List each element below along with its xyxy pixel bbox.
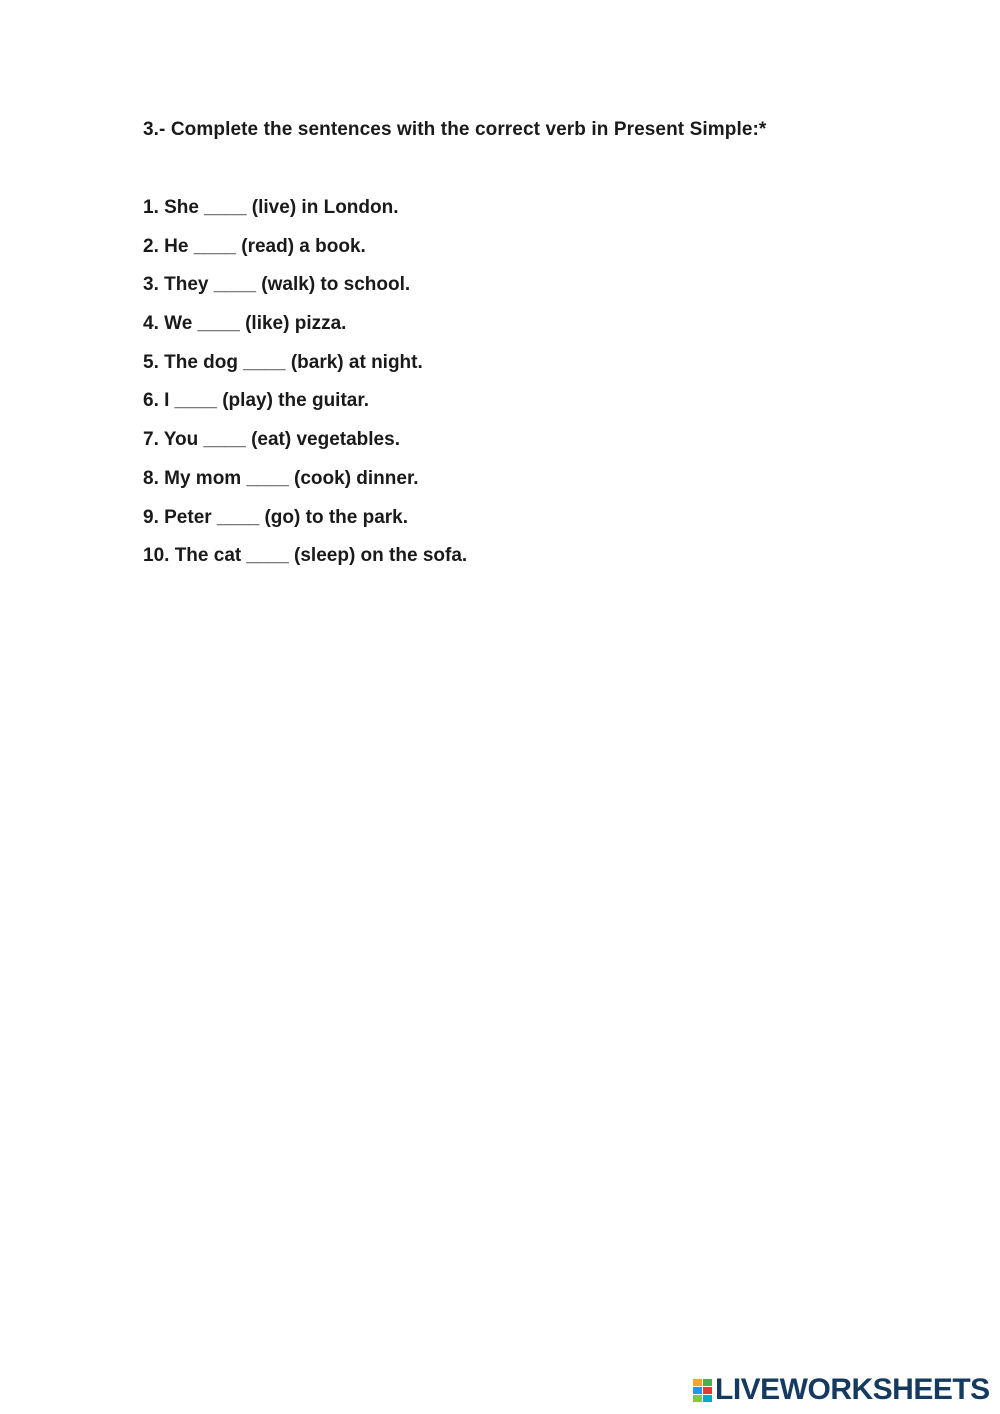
sentence-item: 6. I ____ (play) the guitar. [143,390,369,412]
logo-text: LIVEWORKSHEETS [715,1373,990,1406]
sentence-item: 10. The cat ____ (sleep) on the sofa. [143,545,468,567]
exercise-instruction: 3.- Complete the sentences with the correct verb in Present Simple:* [143,119,767,140]
sentence-item: 1. She ____ (live) in London. [143,197,399,218]
sentence-item: 4. We ____ (like) pizza. [143,313,347,335]
sentence-item: 2. He ____ (read) a book. [143,235,366,257]
sentence-item: 5. The dog ____ (bark) at night. [143,351,423,373]
sentence-item: 9. Peter ____ (go) to the park. [143,506,409,528]
sentence-item: 7. You ____ (eat) vegetables. [143,429,400,451]
liveworksheets-logo [693,1374,990,1406]
sentence-list [143,197,467,584]
sentence-item: 8. My mom ____ (cook) dinner. [143,467,419,489]
sentence-item: 3. They ____ (walk) to school. [143,274,411,296]
liveworksheets-logo-icon [693,1377,713,1403]
